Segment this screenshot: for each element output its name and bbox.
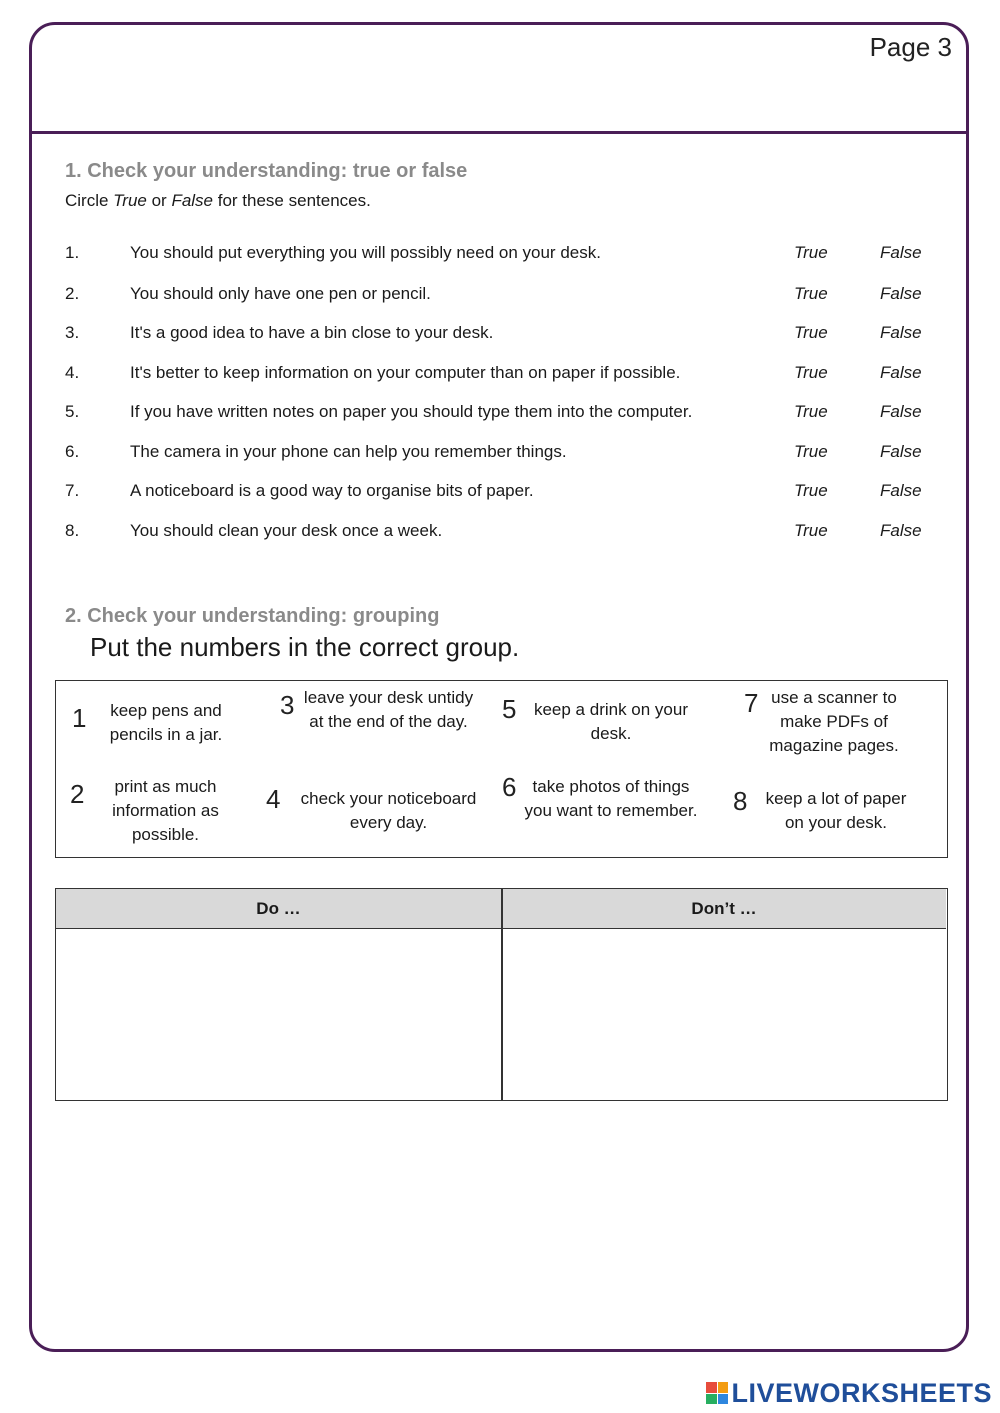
card-text: use a scanner to make PDFs of magazine pages. — [769, 688, 899, 755]
question-number: 4. — [65, 363, 80, 382]
false-option[interactable]: False — [880, 284, 922, 303]
true-option[interactable]: True — [794, 402, 828, 421]
grouping-cards-box — [55, 680, 948, 858]
true-false-row — [65, 363, 935, 387]
true-option[interactable]: True — [794, 521, 828, 540]
card-number: 3 — [280, 690, 295, 720]
card-text: keep a drink on your desk. — [533, 700, 689, 743]
do-drop-zone[interactable] — [56, 929, 501, 1099]
section2-instruction: Put the numbers in the correct group. — [90, 632, 520, 662]
card-text: keep a lot of paper on your desk. — [765, 789, 907, 832]
false-option[interactable]: False — [880, 402, 922, 421]
liveworksheets-logo-icon — [706, 1382, 728, 1404]
card-text: take photos of things you want to remember. — [524, 777, 698, 820]
dont-drop-zone[interactable] — [503, 929, 946, 1099]
question-number: 7. — [65, 481, 80, 500]
false-option[interactable]: False — [880, 442, 922, 461]
card-text: leave your desk untidy at the end of the day. — [303, 688, 474, 731]
true-false-row — [65, 323, 935, 347]
card-text: print as much information as possible. — [112, 777, 219, 844]
header-divider — [29, 131, 969, 134]
true-false-row — [65, 402, 935, 426]
card-number: 6 — [502, 772, 517, 802]
true-false-row — [65, 284, 935, 308]
false-option[interactable]: False — [880, 363, 922, 382]
false-option[interactable]: False — [880, 481, 922, 500]
question-number: 1. — [65, 243, 80, 262]
card-number: 2 — [70, 779, 85, 809]
section1-title: 1. Check your understanding: true or false — [65, 160, 468, 182]
question-number: 3. — [65, 323, 80, 342]
dont-column-header: Don’t … — [502, 889, 946, 929]
question-text: It's better to keep information on your computer than on paper if possible. — [130, 363, 681, 382]
true-option[interactable]: True — [794, 323, 828, 342]
true-option[interactable]: True — [794, 481, 828, 500]
do-column-header: Do … — [56, 889, 501, 929]
section2-title: 2. Check your understanding: grouping — [65, 605, 440, 627]
true-false-row — [65, 521, 935, 545]
card-number: 1 — [72, 703, 87, 733]
question-text: You should only have one pen or pencil. — [130, 284, 431, 303]
card-number: 4 — [266, 784, 281, 814]
question-number: 6. — [65, 442, 80, 461]
false-option[interactable]: False — [880, 521, 922, 540]
page-number: Page 3 — [869, 32, 952, 62]
false-option[interactable]: False — [880, 323, 922, 342]
question-text: It's a good idea to have a bin close to your desk. — [130, 323, 494, 342]
card-number: 8 — [733, 786, 748, 816]
true-option[interactable]: True — [794, 363, 828, 382]
question-number: 8. — [65, 521, 80, 540]
question-text: If you have written notes on paper you should type them into the computer. — [130, 402, 693, 421]
true-option[interactable]: True — [794, 243, 828, 262]
card-text: check your noticeboard every day. — [300, 789, 477, 832]
question-text: A noticeboard is a good way to organise bits of paper. — [130, 481, 534, 500]
section1-instruction: Circle True or False for these sentences. — [65, 191, 371, 210]
true-option[interactable]: True — [794, 284, 828, 303]
card-number: 5 — [502, 694, 517, 724]
question-number: 5. — [65, 402, 80, 421]
card-text: keep pens and pencils in a jar. — [109, 701, 223, 744]
question-text: You should put everything you will possibly need on your desk. — [130, 243, 601, 262]
brand-name: LIVEWORKSHEETS — [731, 1377, 992, 1408]
card-number: 7 — [744, 688, 759, 718]
question-number: 2. — [65, 284, 80, 303]
question-text: You should clean your desk once a week. — [130, 521, 443, 540]
true-false-row — [65, 481, 935, 505]
liveworksheets-logo — [706, 1378, 992, 1408]
true-false-row — [65, 243, 935, 267]
grouping-table — [55, 888, 948, 1101]
true-false-row — [65, 442, 935, 466]
question-text: The camera in your phone can help you remember things. — [130, 442, 567, 461]
true-option[interactable]: True — [794, 442, 828, 461]
false-option[interactable]: False — [880, 243, 922, 262]
